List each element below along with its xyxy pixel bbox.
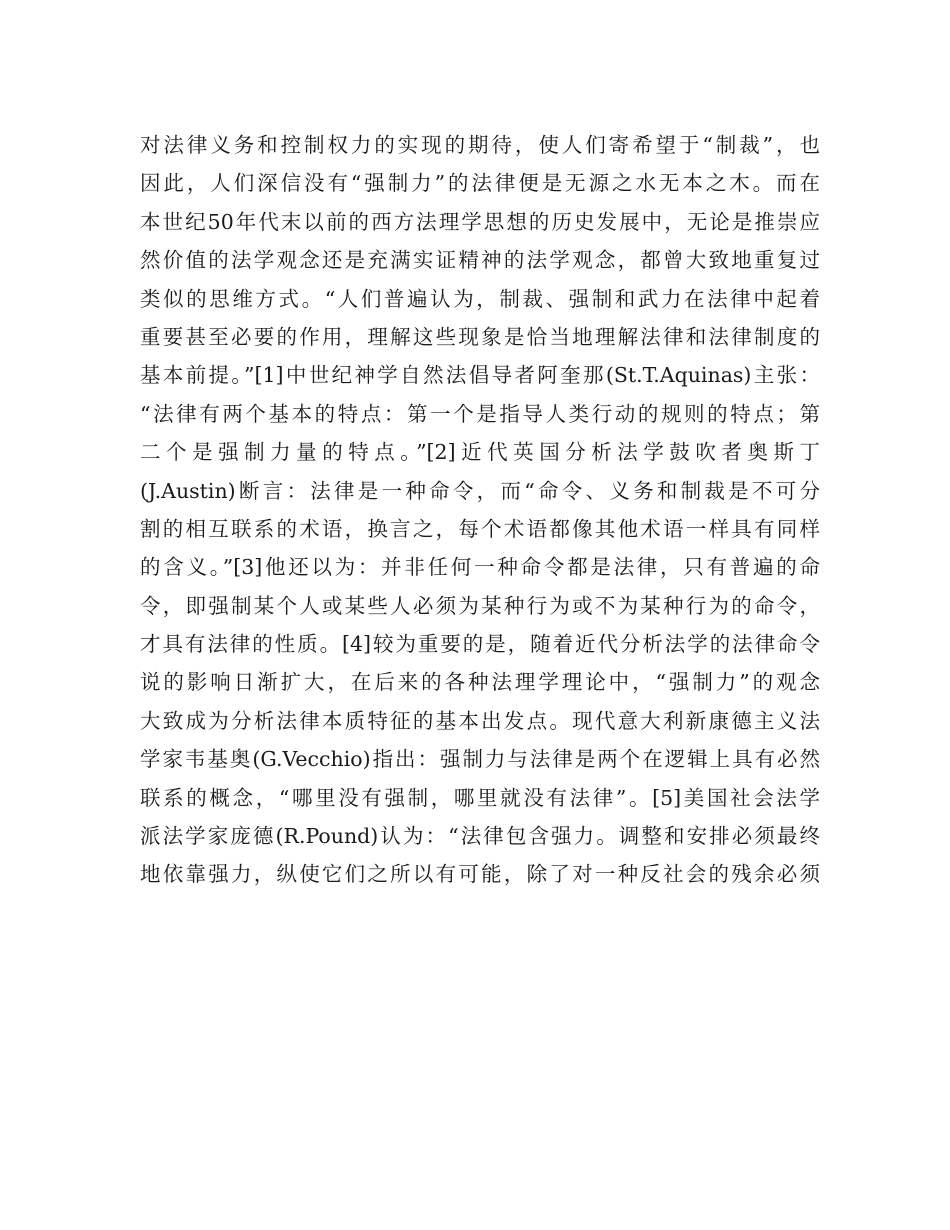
text-line: 联系的概念，“哪里没有强制，哪里就没有法律”。[5]美国社会法学 bbox=[140, 785, 820, 810]
text-line: 割的相互联系的术语，换言之，每个术语都像其他术语一样具有同样 bbox=[140, 516, 820, 541]
text-line: 然价值的法学观念还是充满实证精神的法学观念，都曾大致地重复过 bbox=[140, 248, 820, 273]
text-line: 学家韦基奥(G.Vecchio)指出：强制力与法律是两个在逻辑上具有必然 bbox=[140, 747, 820, 772]
text-line: 类似的思维方式。“人们普遍认为，制裁、强制和武力在法律中起着 bbox=[140, 286, 820, 311]
text-line: 因此，人们深信没有“强制力”的法律便是无源之水无本之木。而在 bbox=[140, 171, 820, 196]
text-line: 才具有法律的性质。[4]较为重要的是，随着近代分析法学的法律命令 bbox=[140, 632, 820, 657]
text-line: 大致成为分析法律本质特征的基本出发点。现代意大利新康德主义法 bbox=[140, 708, 820, 733]
text-line: 二个是强制力量的特点。”[2]近代英国分析法学鼓吹者奥斯丁 bbox=[140, 440, 820, 465]
text-line: 的含义。”[3]他还以为：并非任何一种命令都是法律，只有普遍的命 bbox=[140, 555, 820, 580]
text-line: (J.Austin)断言：法律是一种命令，而“命令、义务和制裁是不可分 bbox=[140, 478, 820, 503]
text-line: 重要甚至必要的作用，理解这些现象是恰当地理解法律和法律制度的 bbox=[140, 324, 820, 349]
text-line: 本世纪50年代末以前的西方法理学思想的历史发展中，无论是推崇应 bbox=[140, 209, 820, 234]
text-line: 说的影响日渐扩大，在后来的各种法理学理论中，“强制力”的观念 bbox=[140, 670, 820, 695]
text-line: 地依靠强力，纵使它们之所以有可能，除了对一种反社会的残余必须 bbox=[140, 862, 820, 887]
text-line: 令，即强制某个人或某些人必须为某种行为或不为某种行为的命令， bbox=[140, 593, 820, 618]
text-line: 对法律义务和控制权力的实现的期待，使人们寄希望于“制裁”，也 bbox=[140, 133, 820, 157]
body-text bbox=[140, 126, 820, 894]
text-line: 派法学家庞德(R.Pound)认为：“法律包含强力。调整和安排必须最终 bbox=[140, 824, 820, 849]
text-line: 基本前提。”[1]中世纪神学自然法倡导者阿奎那(St.T.Aquinas)主张： bbox=[140, 363, 820, 388]
text-line: “法律有两个基本的特点：第一个是指导人类行动的规则的特点；第 bbox=[140, 401, 820, 426]
